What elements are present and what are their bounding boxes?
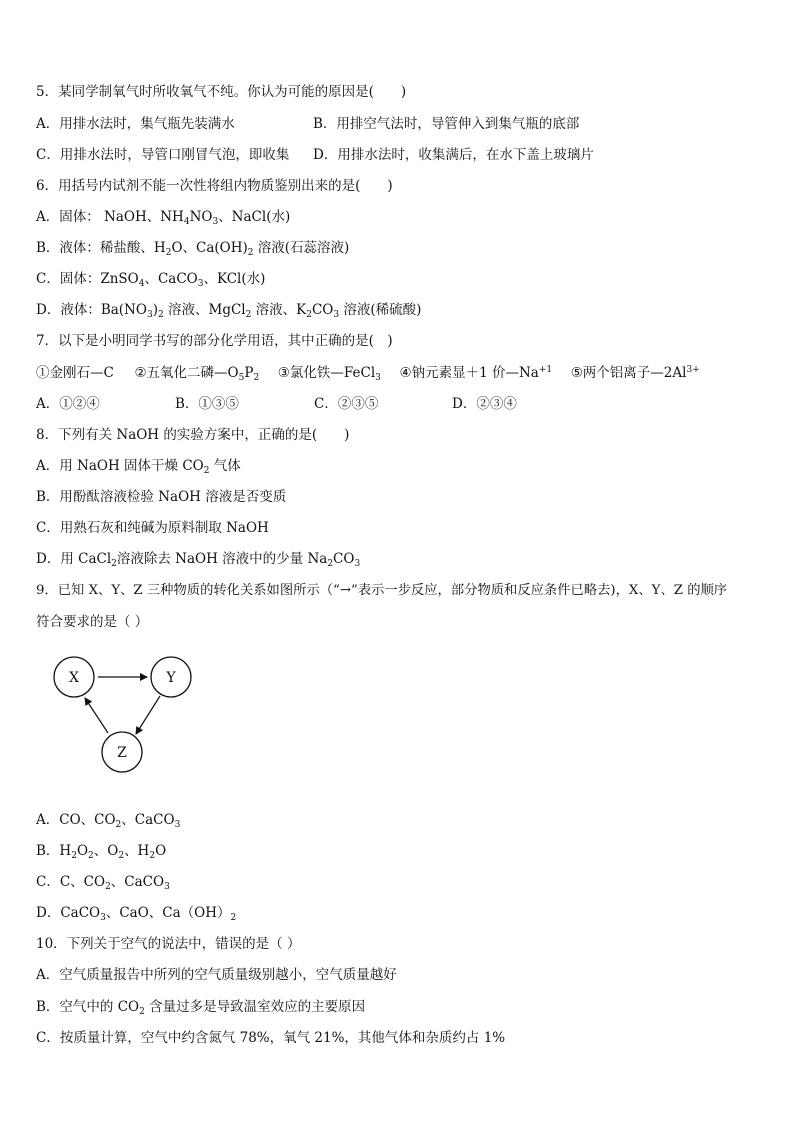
q10-option-a: A．空气质量报告中所列的空气质量级别越小，空气质量越好 — [36, 967, 397, 983]
q9-option-a: A．CO、$CO_2$、CaCO$_3$ — [36, 812, 181, 830]
q6-option-b: B．液体：稀盐酸、$H_2O$、$Ca(OH)_2$ 溶液(石蕊溶液) — [36, 240, 350, 258]
q7-stem: 7．以下是小明同学书写的部分化学用语，其中正确的是( ) — [36, 333, 393, 349]
q7-item-2: ②五氧化二磷$—O_5P_2$ — [134, 365, 260, 383]
arrow-z-to-x — [85, 698, 108, 733]
arrow-y-to-z — [136, 696, 160, 734]
q6-stem: 6．用括号内试剂不能一次性将组内物质鉴别出来的是( ) — [36, 178, 393, 194]
q7-option-d: D．②③④ — [452, 396, 517, 412]
q8-option-a: A．用 NaOH 固体干燥 $CO_2$ 气体 — [36, 458, 241, 476]
q10-stem: 10．下列关于空气的说法中，错误的是（ ） — [36, 936, 301, 952]
q5-stem: 5．某同学制氧气时所收氧气不纯。你认为可能的原因是( ) — [36, 84, 407, 100]
q6-option-d: D．液体：$Ba(NO_3)_2$ 溶液、MgCl$_2$ 溶液、$K_2CO_3$ 溶液(稀硫酸) — [36, 302, 422, 320]
q5-option-c: C．用排水法时，导管口刚冒气泡，即收集 — [36, 147, 290, 163]
q7-item-1: ①金刚石—C — [36, 365, 114, 381]
node-x-label: X — [69, 670, 79, 686]
q5-option-a: A．用排水法时，集气瓶先装满水 — [36, 116, 235, 132]
q7-item-4: ④钠元素显＋1 价$—Na^{+1}$ — [399, 365, 553, 381]
q7-items — [36, 364, 700, 382]
q7-option-b: B．①③⑤ — [175, 396, 239, 412]
q8-option-b: B．用酚酞溶液检验 NaOH 溶液是否变质 — [36, 489, 287, 505]
q8-stem: 8．下列有关 NaOH 的实验方案中，正确的是( ) — [36, 427, 350, 443]
q6-option-c: C．固体：ZnSO$_4$、CaCO$_3$、KCl(水) — [36, 271, 266, 289]
node-y-label: Y — [166, 670, 176, 686]
q6-option-a: A．固体： NaOH、$NH_4NO_3$、NaCl(水) — [36, 209, 291, 227]
q9-conversion-diagram — [50, 652, 200, 777]
q7-item-3: ③氯化铁—FeCl$_3$ — [277, 365, 381, 383]
q5-option-d: D．用排水法时，收集满后，在水下盖上玻璃片 — [313, 147, 594, 163]
q9-option-d: D．CaCO$_3$、CaO、$Ca(OH)_2$ — [36, 905, 237, 923]
q8-option-d: D．用 CaCl$_2$溶液除去 NaOH 溶液中的少量 $Na_2CO_3$ — [36, 551, 361, 569]
node-z-label: Z — [117, 745, 127, 761]
q10-option-b: B．空气中的 $CO_2$ 含量过多是导致温室效应的主要原因 — [36, 999, 366, 1017]
q9-option-b: B．$H_2O_2$、$O_2$、$H_2O$ — [36, 843, 167, 861]
q5-option-b: B．用排空气法时，导管伸入到集气瓶的底部 — [313, 116, 580, 132]
q7-option-a: A．①②④ — [36, 396, 100, 412]
q9-option-c: C．C、$CO_2$、CaCO$_3$ — [36, 874, 170, 892]
q10-option-c: C．按质量计算，空气中约含氮气 78%，氧气 21%，其他气体和杂质约占 1% — [36, 1030, 506, 1046]
q7-option-c: C．②③⑤ — [314, 396, 379, 412]
q9-stem-line-1: 9．已知 X、Y、Z 三种物质的转化关系如图所示（“→”表示一步反应，部分物质和反应条件已略去)，X、Y、Z 的顺序 — [36, 583, 728, 598]
q9-stem-line-2: 符合要求的是（ ） — [36, 614, 149, 630]
q7-item-5: ⑤两个铝离子$—2Al^{3+}$ — [570, 365, 700, 381]
q8-option-c: C．用熟石灰和纯碱为原料制取 NaOH — [36, 520, 269, 536]
